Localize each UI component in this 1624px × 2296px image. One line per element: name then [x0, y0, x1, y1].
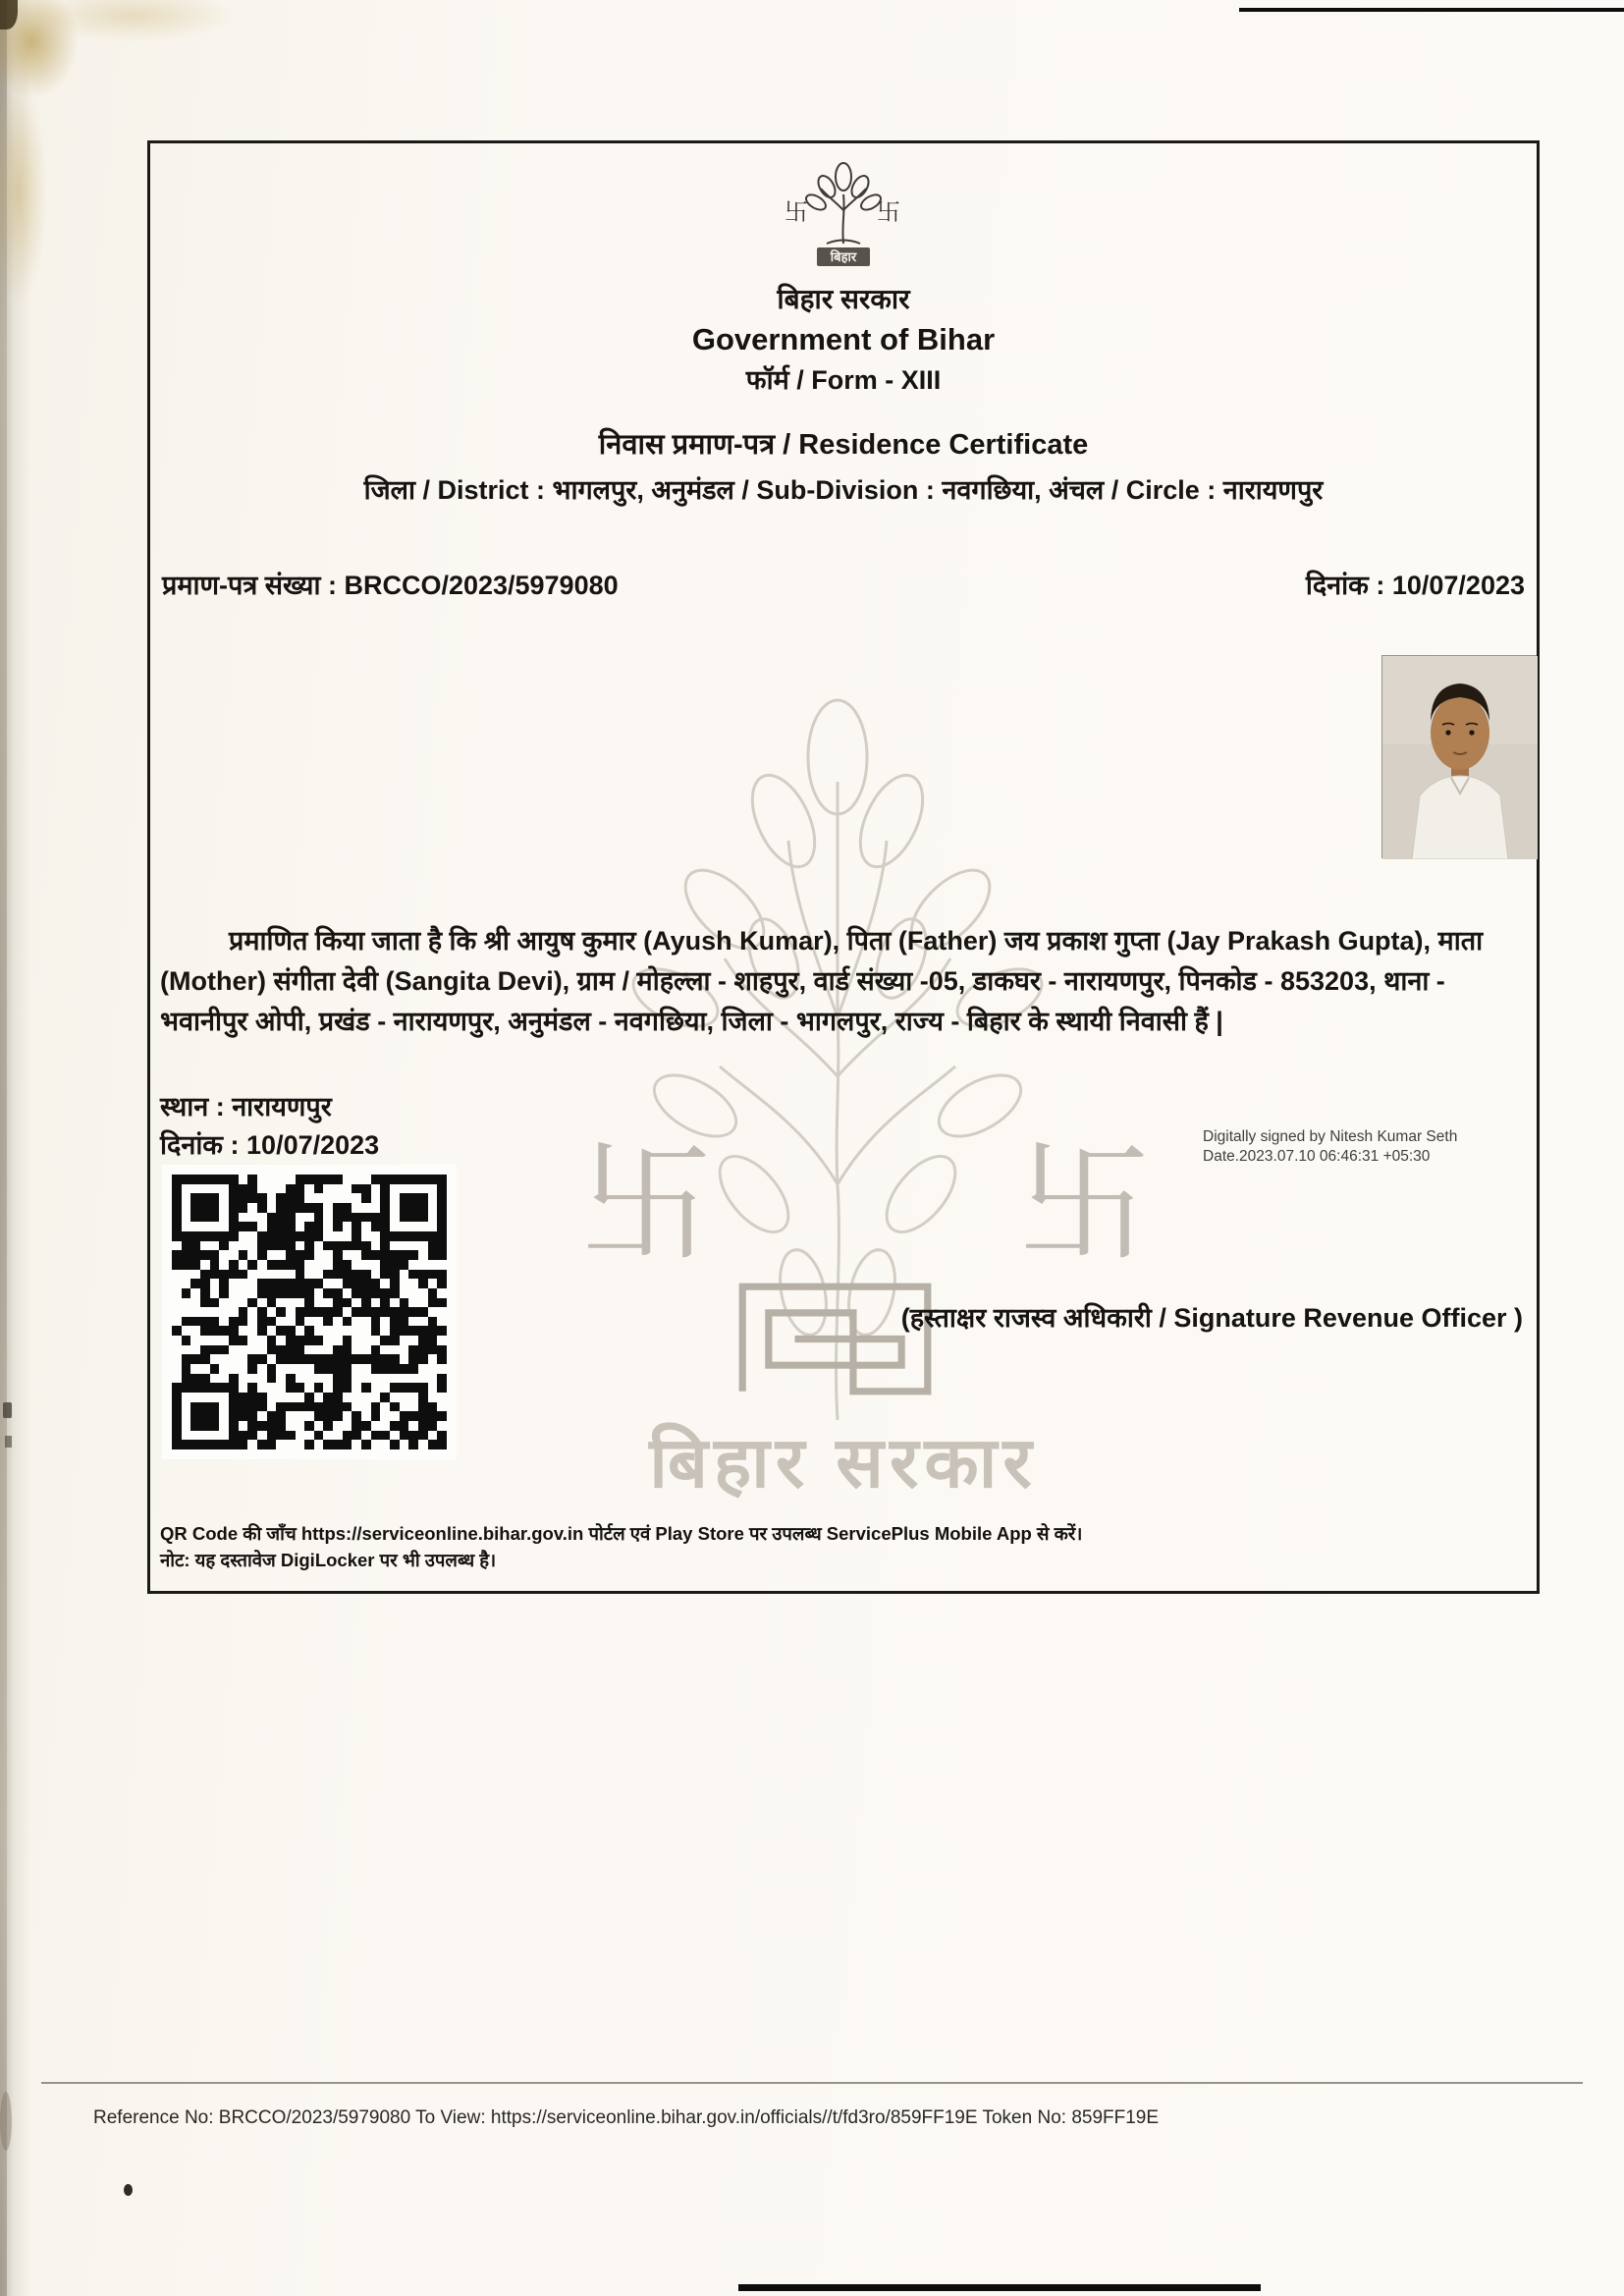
header-form-number: फॉर्म / Form - XIII: [745, 365, 942, 395]
certificate-number: प्रमाण-पत्र संख्या : BRCCO/2023/5979080: [162, 571, 619, 600]
scan-stain: [0, 79, 47, 304]
certificate-title: निवास प्रमाण-पत्र / Residence Certificate: [598, 429, 1089, 461]
scan-smudge: [0, 2092, 12, 2151]
watermark-swastika-icon: 卐: [580, 1126, 713, 1281]
scan-stain: [0, 0, 79, 98]
certificate-box: [147, 140, 1540, 1594]
qr-code: [162, 1165, 457, 1459]
scan-stain: [29, 0, 236, 42]
issue-date: दिनांक : 10/07/2023: [160, 1130, 380, 1160]
signature-officer-caption: (हस्ताक्षर राजस्व अधिकारी / Signature Revenue Officer ): [900, 1303, 1523, 1333]
certificate-body-paragraph: प्रमाणित किया जाता है कि श्री आयुष कुमार (Ayush Kumar), पिता (Father) जय प्रकाश गुप्ता (Jay Prakash Gupta), माता (Mother) संगीता देवी (Sangita Devi), ग्राम / मोहल्ला - शाहपुर, वार्ड संख्या -05, डाकघर - नारायणपुर, पिनकोड - 853203, थाना - भवानीपुर ओपी, प्रखंड - नारायणपुर, अनुमंडल - नवगछिया, जिला - भागलपुर, राज्य - बिहार के स्थायी निवासी हैं |: [160, 926, 1484, 1036]
issue-place: स्थान : नारायणपुर: [160, 1092, 332, 1121]
qr-verification-note: QR Code की जाँच https://serviceonline.bihar.gov.in पोर्टल एवं Play Store पर उपलब्ध ServicePlus Mobile App से करें।: [160, 1523, 1083, 1544]
district-subdivision-circle-line: जिला / District : भागलपुर, अनुमंडल / Sub-Division : नवगछिया, अंचल / Circle : नारायणपुर: [363, 475, 1324, 505]
watermark-swastika-icon: 卐: [1018, 1126, 1151, 1281]
scan-edge-strip: [0, 0, 31, 2296]
certificate-date: दिनांक : 10/07/2023: [1305, 571, 1525, 600]
emblem-banner-label: बिहार: [830, 249, 857, 264]
bihar-government-emblem-icon: [779, 151, 908, 273]
scan-black-line-bottom: [738, 2284, 1261, 2291]
qr-code-modules: [172, 1175, 447, 1449]
applicant-photo: [1381, 655, 1537, 858]
digital-signature-line2: Date.2023.07.10 06:46:31 +05:30: [1203, 1148, 1431, 1165]
digital-signature-line1: Digitally signed by Nitesh Kumar Seth: [1203, 1128, 1458, 1145]
watermark-text: बिहार सरकार: [649, 1424, 1038, 1503]
footer-divider: [41, 2082, 1583, 2084]
scan-corner-mark: [0, 0, 18, 29]
scan-edge-line: [0, 0, 7, 2296]
emblem-swastika-icon: 卐: [877, 199, 900, 226]
digital-signature-block: [1203, 1127, 1556, 1167]
digilocker-note: नोट: यह दस्तावेज DigiLocker पर भी उपलब्ध है।: [160, 1550, 497, 1570]
scan-mark: [3, 1402, 12, 1418]
scan-mark: [5, 1436, 12, 1448]
header-govt-hindi: बिहार सरकार: [777, 284, 910, 314]
emblem-swastika-icon: 卐: [785, 199, 808, 226]
footer-reference-line: Reference No: BRCCO/2023/5979080 To View: https://serviceonline.bihar.gov.in/officials//t/fd3ro/859FF19E Token No: 859FF19E: [93, 2107, 1160, 2128]
scan-dot: [124, 2184, 133, 2196]
header-govt-english: Government of Bihar: [691, 322, 996, 356]
scan-black-line-top: [1239, 8, 1624, 12]
